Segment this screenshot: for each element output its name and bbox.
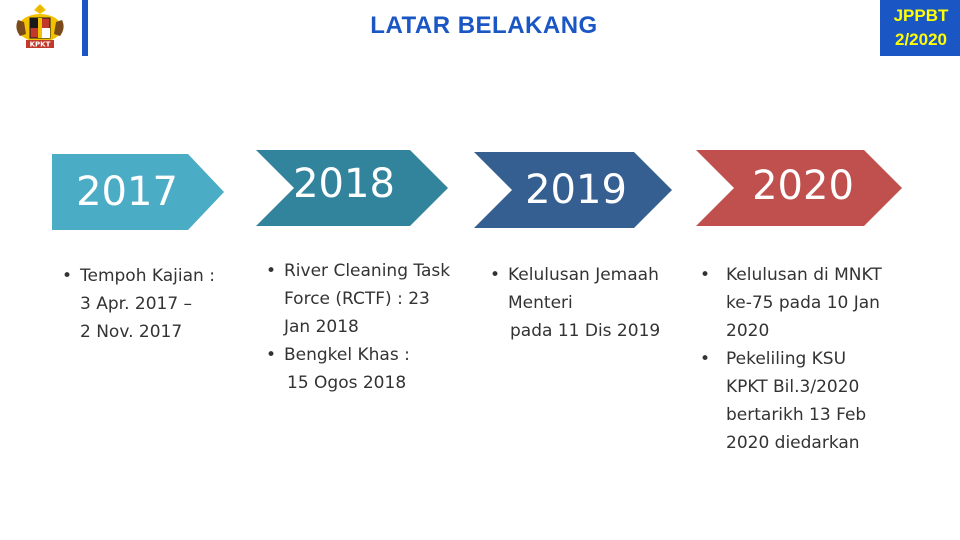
year-label-2018: 2018: [293, 161, 395, 207]
bullet-icon: •: [700, 265, 711, 285]
item-line: River Cleaning Task: [284, 261, 451, 281]
details-2018: [266, 257, 450, 397]
crest-logo-icon: [8, 2, 72, 54]
item-line: 2 Nov. 2017: [80, 322, 183, 342]
item-line: 2020 diedarkan: [726, 433, 860, 453]
details-2019: [490, 261, 660, 345]
item-line: pada 11 Dis 2019: [510, 321, 661, 341]
bullet-icon: •: [700, 349, 711, 369]
reference-code: [882, 4, 960, 52]
header-bar: [0, 0, 960, 56]
year-chevron-2018: [256, 150, 448, 226]
item-line: 3 Apr. 2017 –: [80, 294, 193, 314]
year-chevron-2017: [52, 154, 224, 230]
item-line: Tempoh Kajian :: [80, 266, 215, 286]
list-item: [700, 261, 916, 289]
details-2020: [700, 261, 916, 457]
bullet-icon: •: [266, 345, 277, 365]
item-line: Force (RCTF) : 23: [284, 289, 430, 309]
item-line: Kelulusan di MNKT: [726, 265, 882, 285]
item-line: 15 Ogos 2018: [287, 373, 407, 393]
bullet-icon: •: [62, 266, 73, 286]
details-2017: [62, 262, 215, 346]
item-line: ke-75 pada 10 Jan: [726, 293, 880, 313]
list-item: [62, 262, 215, 290]
year-chevron-2020: [696, 150, 902, 226]
year-label-2017: 2017: [76, 169, 178, 215]
year-chevron-2019: [474, 152, 672, 228]
year-label-2020: 2020: [752, 163, 854, 209]
list-item: [266, 257, 450, 285]
logo-text: KPKT: [29, 40, 51, 49]
year-label-2019: 2019: [525, 167, 627, 213]
item-line: 2020: [726, 321, 770, 341]
bullet-icon: •: [266, 261, 277, 281]
bullet-icon: •: [490, 265, 501, 285]
item-line: Kelulusan Jemaah: [508, 265, 659, 285]
item-line: Pekeliling KSU: [726, 349, 847, 369]
item-line: bertarikh 13 Feb: [726, 405, 867, 425]
item-line: Jan 2018: [284, 317, 359, 337]
list-item: [266, 341, 450, 369]
title-area: [88, 0, 880, 56]
reference-line-1: JPPBT: [893, 6, 949, 25]
item-line: Bengkel Khas :: [284, 345, 410, 365]
reference-line-2: 2/2020: [895, 30, 947, 49]
item-line: Menteri: [508, 293, 573, 313]
list-item: [490, 261, 660, 289]
item-line: KPKT Bil.3/2020: [726, 377, 860, 397]
logo-area: [0, 0, 82, 56]
list-item: [700, 345, 916, 373]
page-title: LATAR BELAKANG: [370, 12, 598, 39]
